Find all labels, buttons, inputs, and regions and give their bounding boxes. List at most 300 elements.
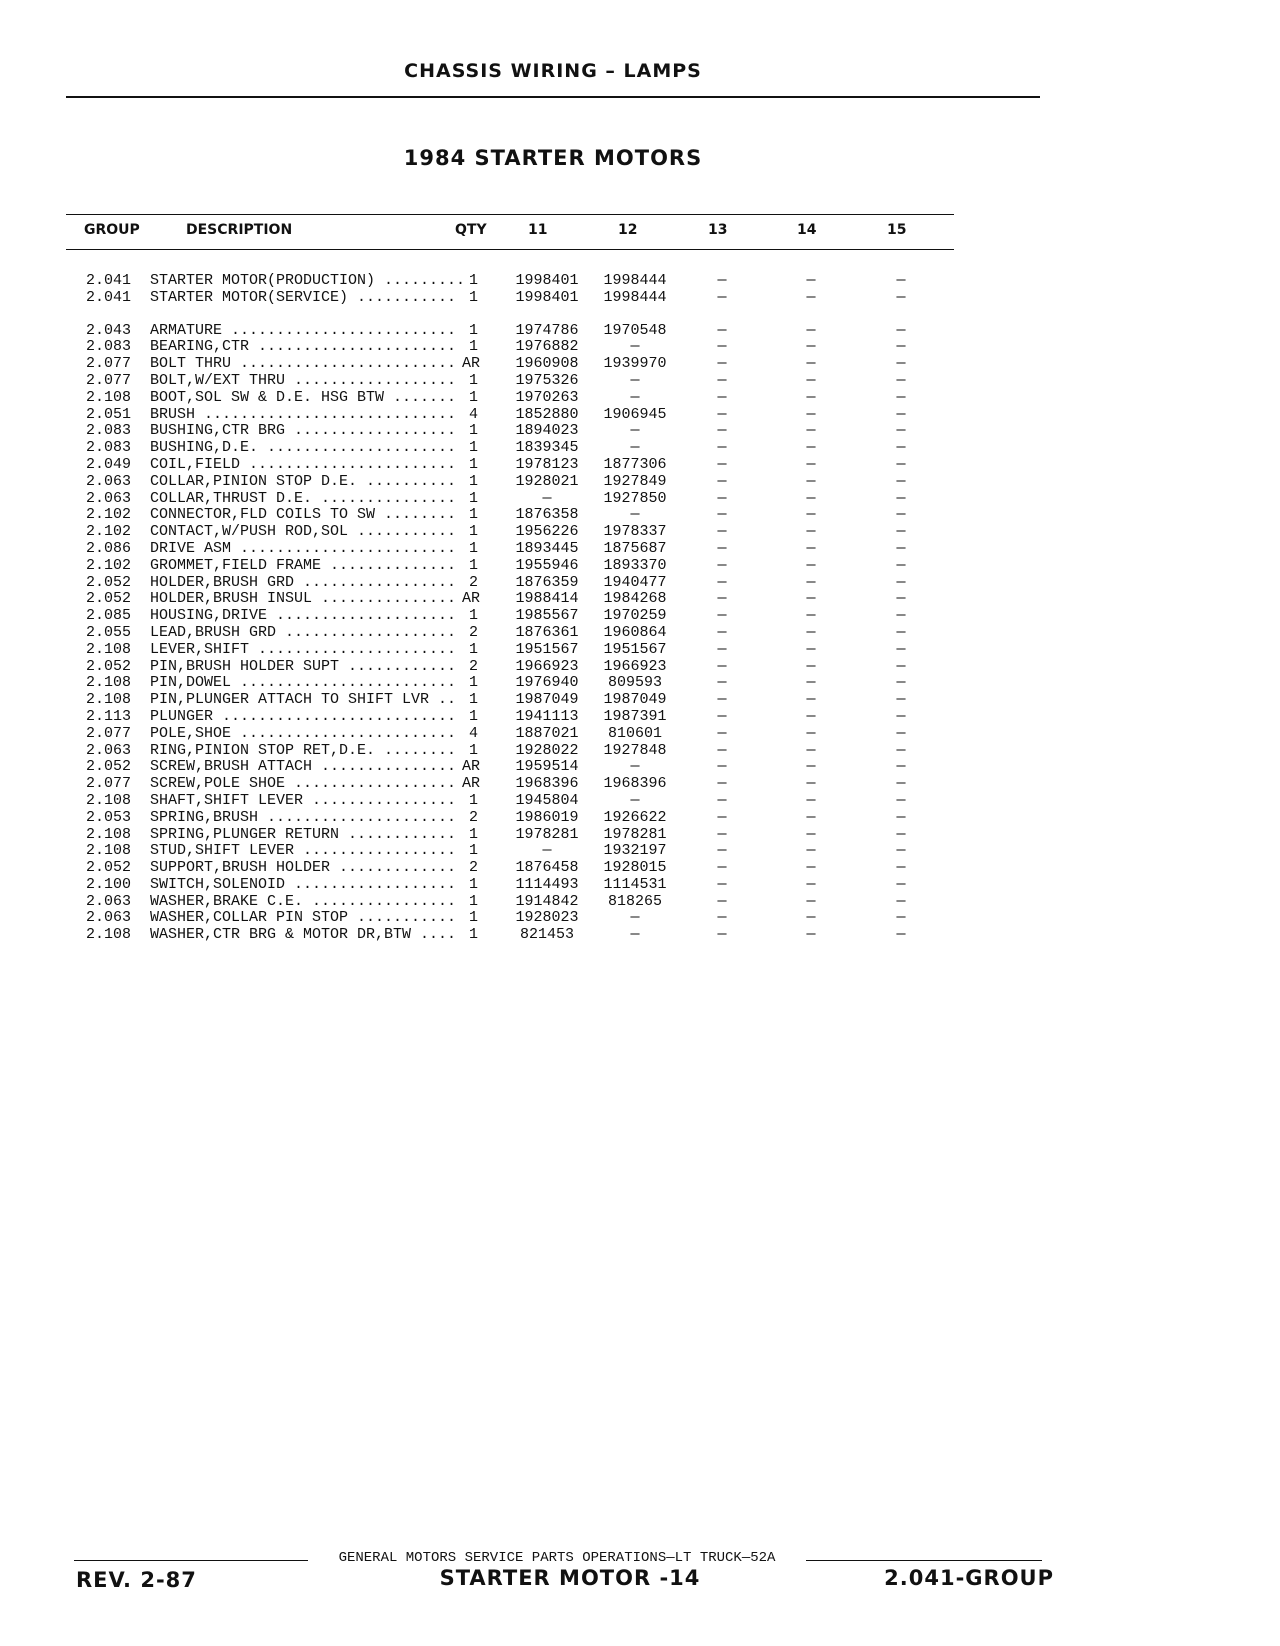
cell-part-14: — — [806, 321, 816, 339]
cell-description: WASHER,CTR BRG & MOTOR DR,BTW .... — [150, 927, 457, 944]
cell-part-12: 810601 — [607, 724, 662, 742]
table-row — [0, 339, 1280, 356]
cell-description: STUD,SHIFT LEVER ................. — [150, 843, 457, 860]
table-row — [0, 608, 1280, 625]
cell-part-15: — — [896, 338, 906, 356]
table-row — [0, 692, 1280, 709]
cell-group-code: 2.108 — [86, 842, 132, 860]
cell-description: SCREW,POLE SHOE .................. — [150, 776, 457, 793]
cell-qty: AR — [462, 590, 481, 608]
cell-description: HOLDER,BRUSH INSUL ............... — [150, 591, 457, 608]
cell-qty: 2 — [468, 859, 478, 877]
cell-part-12: 1998444 — [603, 288, 667, 306]
cell-qty: 1 — [468, 472, 478, 490]
cell-part-13: — — [717, 825, 727, 843]
cell-part-11: 1876358 — [515, 506, 579, 524]
cell-part-15: — — [896, 657, 906, 675]
cell-part-13: — — [717, 472, 727, 490]
cell-part-15: — — [896, 556, 906, 574]
cell-part-11: 1951567 — [515, 640, 579, 658]
table-header-rule-bottom — [66, 249, 954, 250]
cell-part-15: — — [896, 842, 906, 860]
cell-part-12: 1877306 — [603, 455, 667, 473]
cell-part-15: — — [896, 439, 906, 457]
page-title: 1984 STARTER MOTORS — [403, 146, 703, 170]
cell-part-11: 1978123 — [515, 455, 579, 473]
cell-qty: 1 — [468, 875, 478, 893]
cell-qty: 1 — [468, 455, 478, 473]
cell-part-13: — — [717, 388, 727, 406]
table-row — [0, 743, 1280, 760]
col-header-description: DESCRIPTION — [186, 222, 293, 238]
footer-group-code: 2.041-GROUP — [884, 1566, 1054, 1590]
cell-group-code: 2.077 — [86, 371, 132, 389]
cell-part-12: 1966923 — [603, 657, 667, 675]
table-row — [0, 541, 1280, 558]
cell-group-code: 2.113 — [86, 707, 132, 725]
cell-part-12: 1978281 — [603, 825, 667, 843]
cell-part-13: — — [717, 808, 727, 826]
cell-part-12: 1970548 — [603, 321, 667, 339]
cell-qty: 1 — [468, 422, 478, 440]
cell-qty: 1 — [468, 825, 478, 843]
cell-part-13: — — [717, 691, 727, 709]
col-header-12: 12 — [618, 222, 638, 238]
cell-description: STARTER MOTOR(SERVICE) ........... — [150, 289, 457, 306]
table-row — [0, 642, 1280, 659]
cell-part-12: 1927849 — [603, 472, 667, 490]
cell-description: HOLDER,BRUSH GRD ................. — [150, 574, 457, 591]
cell-part-14: — — [806, 724, 816, 742]
cell-description: BOLT THRU ........................ — [150, 356, 457, 373]
cell-qty: 4 — [468, 405, 478, 423]
cell-part-15: — — [896, 825, 906, 843]
cell-group-code: 2.055 — [86, 623, 132, 641]
cell-part-15: — — [896, 623, 906, 641]
cell-group-code: 2.049 — [86, 455, 132, 473]
cell-description: STARTER MOTOR(PRODUCTION) ......... — [150, 273, 465, 289]
cell-part-11: 1974786 — [515, 321, 579, 339]
table-row — [0, 625, 1280, 642]
cell-description: WASHER,BRAKE C.E. ................ — [150, 893, 457, 910]
cell-part-11: 1893445 — [515, 539, 579, 557]
cell-part-14: — — [806, 539, 816, 557]
cell-part-13: — — [717, 439, 727, 457]
cell-qty: 1 — [468, 741, 478, 759]
cell-qty: 1 — [468, 607, 478, 625]
table-row — [0, 894, 1280, 911]
cell-part-14: — — [806, 674, 816, 692]
cell-group-code: 2.052 — [86, 859, 132, 877]
cell-description: GROMMET,FIELD FRAME .............. — [150, 557, 457, 574]
cell-part-13: — — [717, 607, 727, 625]
table-header — [0, 222, 1280, 246]
cell-part-14: — — [806, 859, 816, 877]
cell-part-14: — — [806, 741, 816, 759]
col-header-qty: QTY — [455, 222, 487, 238]
table-row — [0, 877, 1280, 894]
cell-part-13: — — [717, 640, 727, 658]
cell-part-14: — — [806, 607, 816, 625]
cell-part-15: — — [896, 791, 906, 809]
header-rule — [66, 96, 1040, 98]
cell-description: BOOT,SOL SW & D.E. HSG BTW ....... — [150, 389, 457, 406]
table-row — [0, 776, 1280, 793]
cell-part-11: 1887021 — [515, 724, 579, 742]
cell-part-13: — — [717, 405, 727, 423]
cell-part-15: — — [896, 506, 906, 524]
cell-part-13: — — [717, 590, 727, 608]
cell-part-13: — — [717, 455, 727, 473]
cell-qty: AR — [462, 355, 481, 373]
table-row — [0, 759, 1280, 776]
cell-group-code: 2.063 — [86, 892, 132, 910]
cell-part-15: — — [896, 859, 906, 877]
cell-qty: 1 — [468, 640, 478, 658]
cell-part-12: — — [630, 758, 640, 776]
table-row — [0, 659, 1280, 676]
cell-part-12: — — [630, 926, 640, 944]
table-row — [0, 726, 1280, 743]
cell-part-14: — — [806, 926, 816, 944]
cell-part-11: 1976940 — [515, 674, 579, 692]
cell-part-14: — — [806, 825, 816, 843]
cell-group-code: 2.108 — [86, 388, 132, 406]
cell-description: COIL,FIELD ....................... — [150, 456, 457, 473]
cell-group-code: 2.077 — [86, 724, 132, 742]
cell-part-11: 1987049 — [515, 691, 579, 709]
cell-part-13: — — [717, 859, 727, 877]
cell-group-code: 2.108 — [86, 640, 132, 658]
cell-description: COLLAR,PINION STOP D.E. .......... — [150, 473, 457, 490]
cell-part-13: — — [717, 674, 727, 692]
cell-group-code: 2.052 — [86, 758, 132, 776]
cell-part-14: — — [806, 875, 816, 893]
cell-part-13: — — [717, 573, 727, 591]
cell-group-code: 2.108 — [86, 674, 132, 692]
cell-description: LEVER,SHIFT ...................... — [150, 641, 457, 658]
cell-part-12: — — [630, 506, 640, 524]
cell-part-15: — — [896, 640, 906, 658]
footer-section-title: STARTER MOTOR -14 — [439, 1566, 701, 1590]
cell-part-12: 1926622 — [603, 808, 667, 826]
cell-part-15: — — [896, 875, 906, 893]
cell-part-14: — — [806, 506, 816, 524]
cell-group-code: 2.085 — [86, 607, 132, 625]
cell-part-15: — — [896, 590, 906, 608]
cell-group-code: 2.043 — [86, 321, 132, 339]
cell-part-11: 1914842 — [515, 892, 579, 910]
cell-part-14: — — [806, 808, 816, 826]
cell-part-14: — — [806, 691, 816, 709]
col-header-15: 15 — [887, 222, 907, 238]
cell-part-12: 1893370 — [603, 556, 667, 574]
table-row — [0, 843, 1280, 860]
cell-qty: 1 — [468, 691, 478, 709]
cell-part-15: — — [896, 472, 906, 490]
table-row — [0, 910, 1280, 927]
cell-part-11: 1876359 — [515, 573, 579, 591]
cell-part-12: 1906945 — [603, 405, 667, 423]
col-header-14: 14 — [797, 222, 817, 238]
cell-part-11: 1894023 — [515, 422, 579, 440]
cell-part-14: — — [806, 338, 816, 356]
col-header-13: 13 — [708, 222, 728, 238]
cell-part-12: 1875687 — [603, 539, 667, 557]
cell-part-11: 1928021 — [515, 472, 579, 490]
cell-qty: 1 — [468, 556, 478, 574]
cell-qty: 1 — [468, 926, 478, 944]
cell-part-15: — — [896, 724, 906, 742]
cell-part-11: 1945804 — [515, 791, 579, 809]
cell-qty: 1 — [468, 489, 478, 507]
parts-table-body — [0, 273, 1280, 944]
cell-qty: 2 — [468, 808, 478, 826]
cell-part-15: — — [896, 707, 906, 725]
cell-part-12: 818265 — [607, 892, 662, 910]
cell-part-12: 1940477 — [603, 573, 667, 591]
cell-part-12: — — [630, 422, 640, 440]
cell-part-14: — — [806, 355, 816, 373]
cell-group-code: 2.051 — [86, 405, 132, 423]
cell-part-13: — — [717, 489, 727, 507]
cell-qty: 1 — [468, 892, 478, 910]
table-row — [0, 675, 1280, 692]
cell-group-code: 2.083 — [86, 439, 132, 457]
cell-part-14: — — [806, 707, 816, 725]
cell-part-11: 1998401 — [515, 272, 579, 289]
cell-part-11: 1975326 — [515, 371, 579, 389]
cell-part-13: — — [717, 791, 727, 809]
cell-part-14: — — [806, 272, 816, 289]
cell-part-11: 1988414 — [515, 590, 579, 608]
cell-part-11: 1998401 — [515, 288, 579, 306]
table-row — [0, 423, 1280, 440]
cell-part-14: — — [806, 523, 816, 541]
cell-qty: 2 — [468, 657, 478, 675]
cell-part-14: — — [806, 489, 816, 507]
cell-part-14: — — [806, 422, 816, 440]
cell-group-code: 2.052 — [86, 657, 132, 675]
cell-part-11: — — [542, 489, 552, 507]
cell-part-13: — — [717, 741, 727, 759]
cell-part-11: 1978281 — [515, 825, 579, 843]
cell-part-11: 1976882 — [515, 338, 579, 356]
cell-qty: 1 — [468, 321, 478, 339]
cell-part-15: — — [896, 741, 906, 759]
cell-group-code: 2.083 — [86, 338, 132, 356]
cell-group-code: 2.053 — [86, 808, 132, 826]
cell-group-code: 2.063 — [86, 909, 132, 927]
cell-part-12: 1939970 — [603, 355, 667, 373]
cell-part-12: 1928015 — [603, 859, 667, 877]
cell-part-11: 1114493 — [515, 875, 579, 893]
cell-part-11: 1955946 — [515, 556, 579, 574]
cell-part-11: 821453 — [519, 926, 574, 944]
table-row — [0, 709, 1280, 726]
cell-description: BUSHING,CTR BRG .................. — [150, 423, 457, 440]
cell-group-code: 2.077 — [86, 775, 132, 793]
cell-part-14: — — [806, 590, 816, 608]
table-row — [0, 591, 1280, 608]
cell-group-code: 2.052 — [86, 573, 132, 591]
cell-qty: 2 — [468, 623, 478, 641]
cell-part-11: — — [542, 842, 552, 860]
cell-part-14: — — [806, 657, 816, 675]
cell-qty: 1 — [468, 371, 478, 389]
cell-part-13: — — [717, 892, 727, 910]
cell-description: ARMATURE ......................... — [150, 322, 457, 339]
table-row — [0, 474, 1280, 491]
cell-part-14: — — [806, 388, 816, 406]
cell-part-12: — — [630, 909, 640, 927]
table-row — [0, 273, 1280, 290]
cell-group-code: 2.108 — [86, 825, 132, 843]
cell-part-15: — — [896, 691, 906, 709]
cell-part-12: 1968396 — [603, 775, 667, 793]
cell-description: DRIVE ASM ........................ — [150, 540, 457, 557]
cell-description: SWITCH,SOLENOID .................. — [150, 876, 457, 893]
cell-part-15: — — [896, 926, 906, 944]
cell-description: SCREW,BRUSH ATTACH ............... — [150, 759, 457, 776]
cell-description: SUPPORT,BRUSH HOLDER ............. — [150, 860, 457, 877]
cell-part-15: — — [896, 455, 906, 473]
table-row — [0, 575, 1280, 592]
table-header-rule-top — [66, 214, 954, 215]
cell-description: COLLAR,THRUST D.E. ............... — [150, 490, 457, 507]
cell-description: BUSHING,D.E. ..................... — [150, 440, 457, 457]
cell-part-14: — — [806, 892, 816, 910]
cell-description: SHAFT,SHIFT LEVER ................ — [150, 792, 457, 809]
cell-group-code: 2.041 — [86, 272, 132, 289]
cell-part-11: 1876458 — [515, 859, 579, 877]
cell-qty: 1 — [468, 842, 478, 860]
cell-part-13: — — [717, 371, 727, 389]
cell-part-13: — — [717, 707, 727, 725]
cell-group-code: 2.108 — [86, 926, 132, 944]
footer-revision: REV. 2-87 — [76, 1568, 197, 1592]
cell-description: CONNECTOR,FLD COILS TO SW ........ — [150, 507, 457, 524]
cell-part-12: 1932197 — [603, 842, 667, 860]
cell-part-11: 1956226 — [515, 523, 579, 541]
cell-part-15: — — [896, 321, 906, 339]
table-row — [0, 793, 1280, 810]
cell-part-13: — — [717, 338, 727, 356]
cell-qty: 1 — [468, 288, 478, 306]
cell-qty: 1 — [468, 506, 478, 524]
cell-part-12: 1998444 — [603, 272, 667, 289]
cell-group-code: 2.102 — [86, 506, 132, 524]
table-row — [0, 558, 1280, 575]
cell-part-13: — — [717, 355, 727, 373]
cell-qty: 1 — [468, 388, 478, 406]
cell-part-15: — — [896, 405, 906, 423]
cell-part-11: 1876361 — [515, 623, 579, 641]
cell-part-11: 1941113 — [515, 707, 579, 725]
cell-part-14: — — [806, 842, 816, 860]
cell-part-14: — — [806, 405, 816, 423]
cell-part-14: — — [806, 472, 816, 490]
cell-part-12: 1960864 — [603, 623, 667, 641]
cell-part-13: — — [717, 657, 727, 675]
cell-part-14: — — [806, 640, 816, 658]
footer-publisher-line: GENERAL MOTORS SERVICE PARTS OPERATIONS—LT TRUCK—52A — [338, 1550, 776, 1566]
cell-qty: AR — [462, 758, 481, 776]
col-header-11: 11 — [528, 222, 548, 238]
cell-part-15: — — [896, 523, 906, 541]
table-row — [0, 407, 1280, 424]
cell-qty: 4 — [468, 724, 478, 742]
cell-part-15: — — [896, 539, 906, 557]
cell-part-15: — — [896, 674, 906, 692]
cell-group-code: 2.102 — [86, 523, 132, 541]
table-row — [0, 390, 1280, 407]
cell-part-12: 1987391 — [603, 707, 667, 725]
cell-part-14: — — [806, 371, 816, 389]
cell-part-13: — — [717, 724, 727, 742]
cell-part-15: — — [896, 808, 906, 826]
cell-group-code: 2.108 — [86, 691, 132, 709]
cell-description: PIN,PLUNGER ATTACH TO SHIFT LVR .. — [150, 692, 457, 709]
cell-part-13: — — [717, 539, 727, 557]
cell-part-13: — — [717, 909, 727, 927]
cell-group-code: 2.108 — [86, 791, 132, 809]
cell-description: BOLT,W/EXT THRU .................. — [150, 372, 457, 389]
cell-part-12: — — [630, 439, 640, 457]
cell-part-15: — — [896, 758, 906, 776]
cell-part-12: — — [630, 791, 640, 809]
cell-qty: 1 — [468, 272, 478, 289]
cell-part-14: — — [806, 556, 816, 574]
cell-part-15: — — [896, 422, 906, 440]
cell-part-13: — — [717, 875, 727, 893]
table-row — [0, 927, 1280, 944]
cell-group-code: 2.083 — [86, 422, 132, 440]
table-row — [0, 860, 1280, 877]
cell-part-13: — — [717, 926, 727, 944]
cell-part-12: — — [630, 388, 640, 406]
table-row — [0, 290, 1280, 307]
cell-part-12: 1978337 — [603, 523, 667, 541]
cell-part-15: — — [896, 388, 906, 406]
cell-description: HOUSING,DRIVE .................... — [150, 608, 457, 625]
cell-qty: AR — [462, 775, 481, 793]
cell-part-12: 1987049 — [603, 691, 667, 709]
cell-description: BRUSH ............................ — [150, 406, 457, 423]
cell-part-13: — — [717, 556, 727, 574]
cell-part-15: — — [896, 909, 906, 927]
footer-rule-left — [74, 1560, 308, 1561]
table-row — [0, 440, 1280, 457]
cell-part-14: — — [806, 623, 816, 641]
cell-group-code: 2.052 — [86, 590, 132, 608]
cell-description: PLUNGER .......................... — [150, 708, 457, 725]
cell-part-11: 1959514 — [515, 758, 579, 776]
cell-part-13: — — [717, 321, 727, 339]
table-row — [0, 491, 1280, 508]
cell-group-code: 2.041 — [86, 288, 132, 306]
cell-group-code: 2.102 — [86, 556, 132, 574]
cell-part-15: — — [896, 355, 906, 373]
cell-qty: 1 — [468, 674, 478, 692]
cell-part-12: — — [630, 371, 640, 389]
cell-part-13: — — [717, 523, 727, 541]
table-row — [0, 827, 1280, 844]
cell-part-11: 1966923 — [515, 657, 579, 675]
cell-part-12: 1927848 — [603, 741, 667, 759]
cell-part-14: — — [806, 909, 816, 927]
cell-part-13: — — [717, 422, 727, 440]
